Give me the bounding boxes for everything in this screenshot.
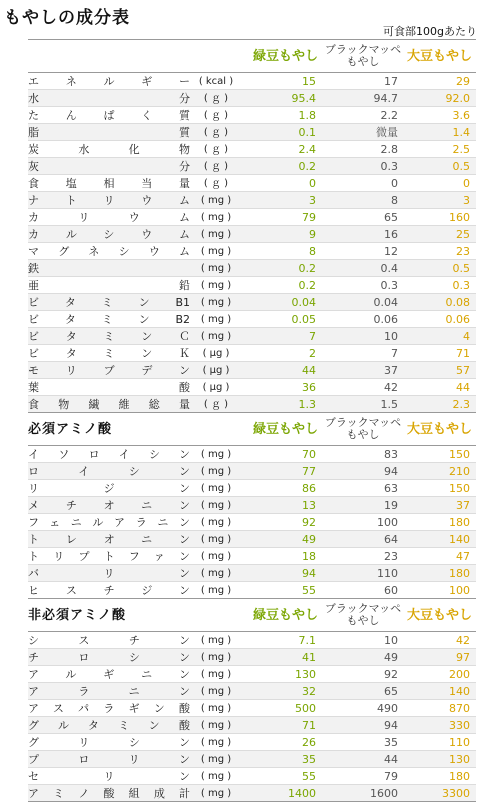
value-black-gram: 0.3 bbox=[322, 158, 404, 175]
nutrient-unit: ( ｇ ) bbox=[192, 124, 240, 141]
value-soybean: 150 bbox=[404, 480, 476, 497]
value-black-gram: 64 bbox=[322, 531, 404, 548]
value-mung-bean: 2.4 bbox=[240, 141, 322, 158]
value-soybean: 160 bbox=[404, 209, 476, 226]
nutrient-unit: ( mg ) bbox=[192, 311, 240, 328]
section-header-row bbox=[28, 599, 476, 632]
table-row bbox=[28, 463, 476, 480]
value-soybean: 2.3 bbox=[404, 396, 476, 413]
value-mung-bean: 44 bbox=[240, 362, 322, 379]
nutrient-unit: ( mg ) bbox=[192, 717, 240, 734]
value-mung-bean: 92 bbox=[240, 514, 322, 531]
value-soybean: 57 bbox=[404, 362, 476, 379]
table-row bbox=[28, 548, 476, 565]
table-row bbox=[28, 175, 476, 192]
nutrient-name: アラニン bbox=[28, 684, 190, 698]
nutrient-name: ビタミンＫ bbox=[28, 346, 190, 360]
value-black-gram: 0.04 bbox=[322, 294, 404, 311]
nutrient-name: アルギニン bbox=[28, 667, 190, 681]
nutrient-unit: ( mg ) bbox=[192, 649, 240, 666]
value-soybean: 330 bbox=[404, 717, 476, 734]
column-header-black-gram: ブラックマッペ もやし bbox=[322, 599, 404, 632]
nutrient-name: プロリン bbox=[28, 752, 190, 766]
nutrient-name: フェニルアラニン bbox=[28, 515, 190, 529]
table-row bbox=[28, 649, 476, 666]
section-header-row bbox=[28, 413, 476, 446]
value-mung-bean: 36 bbox=[240, 379, 322, 396]
nutrient-name: モリブデン bbox=[28, 363, 190, 377]
value-mung-bean: 94 bbox=[240, 565, 322, 582]
nutrient-name: 亜鉛 bbox=[28, 278, 190, 292]
value-soybean: 0.08 bbox=[404, 294, 476, 311]
nutrient-name: 水分 bbox=[28, 91, 190, 105]
nutrient-name: トリプトファン bbox=[28, 549, 190, 563]
value-black-gram: 83 bbox=[322, 446, 404, 463]
value-soybean: 47 bbox=[404, 548, 476, 565]
value-soybean: 110 bbox=[404, 734, 476, 751]
nutrient-unit: ( kcal ) bbox=[192, 73, 240, 90]
value-black-gram: 110 bbox=[322, 565, 404, 582]
nutrient-name: カリウム bbox=[28, 210, 190, 224]
value-mung-bean: 0.1 bbox=[240, 124, 322, 141]
table-row bbox=[28, 531, 476, 548]
value-mung-bean: 55 bbox=[240, 768, 322, 785]
value-soybean: 25 bbox=[404, 226, 476, 243]
nutrient-unit: ( mg ) bbox=[192, 548, 240, 565]
nutrient-unit: ( mg ) bbox=[192, 328, 240, 345]
table-row bbox=[28, 209, 476, 226]
value-soybean: 100 bbox=[404, 582, 476, 599]
value-soybean: 42 bbox=[404, 632, 476, 649]
nutrient-unit: ( mg ) bbox=[192, 260, 240, 277]
table-row bbox=[28, 565, 476, 582]
nutrient-name: バリン bbox=[28, 566, 190, 580]
value-soybean: 44 bbox=[404, 379, 476, 396]
value-mung-bean: 8 bbox=[240, 243, 322, 260]
nutrient-name: リジン bbox=[28, 481, 190, 495]
nutrient-unit: ( mg ) bbox=[192, 226, 240, 243]
value-mung-bean: 55 bbox=[240, 582, 322, 599]
value-soybean: 4 bbox=[404, 328, 476, 345]
value-mung-bean: 15 bbox=[240, 73, 322, 90]
column-header-black-gram: ブラックマッペ もやし bbox=[322, 413, 404, 446]
nutrient-name: 鉄 bbox=[28, 260, 192, 277]
nutrient-unit: ( mg ) bbox=[192, 565, 240, 582]
table-row bbox=[28, 158, 476, 175]
value-soybean: 1.4 bbox=[404, 124, 476, 141]
nutrient-unit: ( mg ) bbox=[192, 446, 240, 463]
nutrient-unit: ( mg ) bbox=[192, 683, 240, 700]
nutrient-unit: ( mg ) bbox=[192, 497, 240, 514]
value-soybean: 71 bbox=[404, 345, 476, 362]
column-header-black-gram: ブラックマッペ もやし bbox=[322, 40, 404, 73]
table-row bbox=[28, 480, 476, 497]
value-black-gram: 0.4 bbox=[322, 260, 404, 277]
value-mung-bean: 3 bbox=[240, 192, 322, 209]
nutrient-unit: ( mg ) bbox=[192, 734, 240, 751]
value-soybean: 180 bbox=[404, 565, 476, 582]
nutrient-name: ビタミンB1 bbox=[28, 295, 190, 309]
table-row bbox=[28, 243, 476, 260]
nutrient-name: チロシン bbox=[28, 650, 190, 664]
nutrient-unit: ( μg ) bbox=[192, 362, 240, 379]
nutrient-name: アミノ酸組成計 bbox=[28, 786, 190, 800]
section-header-row bbox=[28, 40, 476, 73]
value-mung-bean: 70 bbox=[240, 446, 322, 463]
nutrient-name: グリシン bbox=[28, 735, 190, 749]
table-row bbox=[28, 124, 476, 141]
value-soybean: 3.6 bbox=[404, 107, 476, 124]
nutrient-unit: ( mg ) bbox=[192, 751, 240, 768]
value-mung-bean: 1.3 bbox=[240, 396, 322, 413]
value-black-gram: 44 bbox=[322, 751, 404, 768]
value-soybean: 2.5 bbox=[404, 141, 476, 158]
value-mung-bean: 500 bbox=[240, 700, 322, 717]
value-black-gram: 79 bbox=[322, 768, 404, 785]
value-black-gram: 65 bbox=[322, 683, 404, 700]
table-row bbox=[28, 362, 476, 379]
section-title: 非必須アミノ酸 bbox=[28, 599, 192, 632]
value-soybean: 0.06 bbox=[404, 311, 476, 328]
value-mung-bean: 32 bbox=[240, 683, 322, 700]
page-title: もやしの成分表 bbox=[4, 8, 130, 28]
nutrition-table bbox=[28, 39, 476, 802]
nutrient-unit: ( mg ) bbox=[192, 192, 240, 209]
value-mung-bean: 1400 bbox=[240, 785, 322, 802]
value-soybean: 140 bbox=[404, 683, 476, 700]
nutrient-name: エネルギー bbox=[28, 74, 190, 88]
section-title: 必須アミノ酸 bbox=[28, 413, 192, 446]
value-mung-bean: 0.2 bbox=[240, 158, 322, 175]
value-soybean: 0.5 bbox=[404, 158, 476, 175]
table-row bbox=[28, 683, 476, 700]
value-black-gram: 0 bbox=[322, 175, 404, 192]
table-row bbox=[28, 582, 476, 599]
value-mung-bean: 95.4 bbox=[240, 90, 322, 107]
value-mung-bean: 86 bbox=[240, 480, 322, 497]
value-black-gram: 23 bbox=[322, 548, 404, 565]
value-black-gram: 1600 bbox=[322, 785, 404, 802]
nutrient-name: 灰分 bbox=[28, 159, 190, 173]
value-black-gram: 490 bbox=[322, 700, 404, 717]
unit-header bbox=[192, 413, 240, 446]
column-header-soybean: 大豆もやし bbox=[404, 599, 476, 632]
table-row bbox=[28, 785, 476, 802]
nutrient-name: ビタミンＣ bbox=[28, 329, 190, 343]
value-black-gram: 19 bbox=[322, 497, 404, 514]
nutrient-unit: ( mg ) bbox=[192, 768, 240, 785]
nutrient-unit: ( mg ) bbox=[192, 785, 240, 802]
value-soybean: 180 bbox=[404, 768, 476, 785]
value-soybean: 97 bbox=[404, 649, 476, 666]
nutrient-unit: ( ｇ ) bbox=[192, 396, 240, 413]
nutrient-unit: ( mg ) bbox=[192, 531, 240, 548]
nutrient-unit: ( mg ) bbox=[192, 514, 240, 531]
value-soybean: 0.3 bbox=[404, 277, 476, 294]
nutrient-unit: ( mg ) bbox=[192, 463, 240, 480]
column-header-soybean: 大豆もやし bbox=[404, 413, 476, 446]
unit-note: 可食部100gあたり bbox=[383, 25, 477, 38]
table-row bbox=[28, 717, 476, 734]
value-mung-bean: 71 bbox=[240, 717, 322, 734]
nutrient-unit: ( mg ) bbox=[192, 277, 240, 294]
table-row bbox=[28, 226, 476, 243]
nutrient-unit: ( mg ) bbox=[192, 582, 240, 599]
table-row bbox=[28, 90, 476, 107]
unit-header bbox=[192, 40, 240, 73]
nutrient-unit: ( mg ) bbox=[192, 209, 240, 226]
value-black-gram: 1.5 bbox=[322, 396, 404, 413]
value-mung-bean: 18 bbox=[240, 548, 322, 565]
value-soybean: 3300 bbox=[404, 785, 476, 802]
value-mung-bean: 0.05 bbox=[240, 311, 322, 328]
value-mung-bean: 2 bbox=[240, 345, 322, 362]
column-header-mung-bean: 緑豆もやし bbox=[240, 40, 322, 73]
table-row bbox=[28, 107, 476, 124]
column-header-soybean: 大豆もやし bbox=[404, 40, 476, 73]
table-row bbox=[28, 446, 476, 463]
value-mung-bean: 130 bbox=[240, 666, 322, 683]
value-mung-bean: 79 bbox=[240, 209, 322, 226]
value-mung-bean: 41 bbox=[240, 649, 322, 666]
nutrient-name: マグネシウム bbox=[28, 244, 190, 258]
value-black-gram: 100 bbox=[322, 514, 404, 531]
value-black-gram: 94 bbox=[322, 463, 404, 480]
nutrient-name: たんぱく質 bbox=[28, 108, 190, 122]
value-soybean: 140 bbox=[404, 531, 476, 548]
nutrient-unit: ( mg ) bbox=[192, 700, 240, 717]
table-row bbox=[28, 379, 476, 396]
nutrient-name: ロイシン bbox=[28, 464, 190, 478]
value-black-gram: 49 bbox=[322, 649, 404, 666]
value-mung-bean: 49 bbox=[240, 531, 322, 548]
value-black-gram: 42 bbox=[322, 379, 404, 396]
value-black-gram: 10 bbox=[322, 328, 404, 345]
value-soybean: 92.0 bbox=[404, 90, 476, 107]
value-black-gram: 2.2 bbox=[322, 107, 404, 124]
table-row bbox=[28, 751, 476, 768]
value-mung-bean: 0.04 bbox=[240, 294, 322, 311]
value-soybean: 150 bbox=[404, 446, 476, 463]
value-black-gram: 2.8 bbox=[322, 141, 404, 158]
nutrient-unit: ( μg ) bbox=[192, 379, 240, 396]
value-black-gram: 微量 bbox=[322, 124, 404, 141]
value-mung-bean: 7.1 bbox=[240, 632, 322, 649]
value-black-gram: 92 bbox=[322, 666, 404, 683]
value-soybean: 37 bbox=[404, 497, 476, 514]
nutrient-name: セリン bbox=[28, 769, 190, 783]
value-mung-bean: 0 bbox=[240, 175, 322, 192]
table-row bbox=[28, 396, 476, 413]
nutrient-unit: ( ｇ ) bbox=[192, 107, 240, 124]
table-row bbox=[28, 632, 476, 649]
nutrient-name: ナトリウム bbox=[28, 193, 190, 207]
nutrient-name: 食塩相当量 bbox=[28, 176, 190, 190]
nutrient-name: 葉酸 bbox=[28, 380, 190, 394]
value-mung-bean: 13 bbox=[240, 497, 322, 514]
nutrient-name: 食物繊維総量 bbox=[28, 397, 190, 411]
table-row bbox=[28, 311, 476, 328]
value-black-gram: 10 bbox=[322, 632, 404, 649]
table-row bbox=[28, 277, 476, 294]
value-black-gram: 65 bbox=[322, 209, 404, 226]
value-black-gram: 0.3 bbox=[322, 277, 404, 294]
nutrient-unit: ( ｇ ) bbox=[192, 158, 240, 175]
value-black-gram: 63 bbox=[322, 480, 404, 497]
value-soybean: 23 bbox=[404, 243, 476, 260]
value-black-gram: 8 bbox=[322, 192, 404, 209]
nutrient-name: ヒスチジン bbox=[28, 583, 190, 597]
nutrient-name: トレオニン bbox=[28, 532, 190, 546]
value-mung-bean: 26 bbox=[240, 734, 322, 751]
value-soybean: 0 bbox=[404, 175, 476, 192]
table-row bbox=[28, 497, 476, 514]
column-header-mung-bean: 緑豆もやし bbox=[240, 599, 322, 632]
nutrient-name: 炭水化物 bbox=[28, 142, 190, 156]
value-black-gram: 94 bbox=[322, 717, 404, 734]
value-black-gram: 17 bbox=[322, 73, 404, 90]
value-mung-bean: 9 bbox=[240, 226, 322, 243]
nutrient-name: アスパラギン酸 bbox=[28, 701, 190, 715]
value-black-gram: 7 bbox=[322, 345, 404, 362]
table-row bbox=[28, 666, 476, 683]
value-soybean: 180 bbox=[404, 514, 476, 531]
nutrient-name: メチオニン bbox=[28, 498, 190, 512]
value-soybean: 0.5 bbox=[404, 260, 476, 277]
table-row bbox=[28, 345, 476, 362]
table-row bbox=[28, 734, 476, 751]
nutrient-name: イソロイシン bbox=[28, 447, 190, 461]
value-black-gram: 12 bbox=[322, 243, 404, 260]
nutrient-name: カルシウム bbox=[28, 227, 190, 241]
table-row bbox=[28, 73, 476, 90]
value-black-gram: 37 bbox=[322, 362, 404, 379]
nutrient-name: 脂質 bbox=[28, 125, 190, 139]
nutrient-unit: ( mg ) bbox=[192, 480, 240, 497]
value-mung-bean: 77 bbox=[240, 463, 322, 480]
value-mung-bean: 0.2 bbox=[240, 277, 322, 294]
value-soybean: 210 bbox=[404, 463, 476, 480]
column-header-mung-bean: 緑豆もやし bbox=[240, 413, 322, 446]
value-soybean: 29 bbox=[404, 73, 476, 90]
table-row bbox=[28, 768, 476, 785]
table-row bbox=[28, 514, 476, 531]
nutrient-unit: ( mg ) bbox=[192, 243, 240, 260]
value-soybean: 870 bbox=[404, 700, 476, 717]
unit-header bbox=[192, 599, 240, 632]
value-soybean: 130 bbox=[404, 751, 476, 768]
nutrient-name: シスチン bbox=[28, 633, 190, 647]
value-mung-bean: 0.2 bbox=[240, 260, 322, 277]
nutrient-unit: ( mg ) bbox=[192, 666, 240, 683]
table-row bbox=[28, 192, 476, 209]
table-row bbox=[28, 294, 476, 311]
table-row bbox=[28, 260, 476, 277]
nutrient-unit: ( ｇ ) bbox=[192, 175, 240, 192]
nutrient-name: グルタミン酸 bbox=[28, 718, 190, 732]
table-row bbox=[28, 700, 476, 717]
value-soybean: 3 bbox=[404, 192, 476, 209]
value-mung-bean: 7 bbox=[240, 328, 322, 345]
nutrient-unit: ( mg ) bbox=[192, 294, 240, 311]
nutrient-unit: ( μg ) bbox=[192, 345, 240, 362]
table-row bbox=[28, 141, 476, 158]
value-black-gram: 94.7 bbox=[322, 90, 404, 107]
value-soybean: 200 bbox=[404, 666, 476, 683]
value-black-gram: 60 bbox=[322, 582, 404, 599]
nutrient-unit: ( ｇ ) bbox=[192, 141, 240, 158]
value-black-gram: 0.06 bbox=[322, 311, 404, 328]
value-mung-bean: 35 bbox=[240, 751, 322, 768]
section-title bbox=[28, 40, 192, 73]
nutrient-name: ビタミンB2 bbox=[28, 312, 190, 326]
nutrient-unit: ( mg ) bbox=[192, 632, 240, 649]
value-black-gram: 35 bbox=[322, 734, 404, 751]
value-black-gram: 16 bbox=[322, 226, 404, 243]
nutrient-unit: ( ｇ ) bbox=[192, 90, 240, 107]
value-mung-bean: 1.8 bbox=[240, 107, 322, 124]
table-row bbox=[28, 328, 476, 345]
